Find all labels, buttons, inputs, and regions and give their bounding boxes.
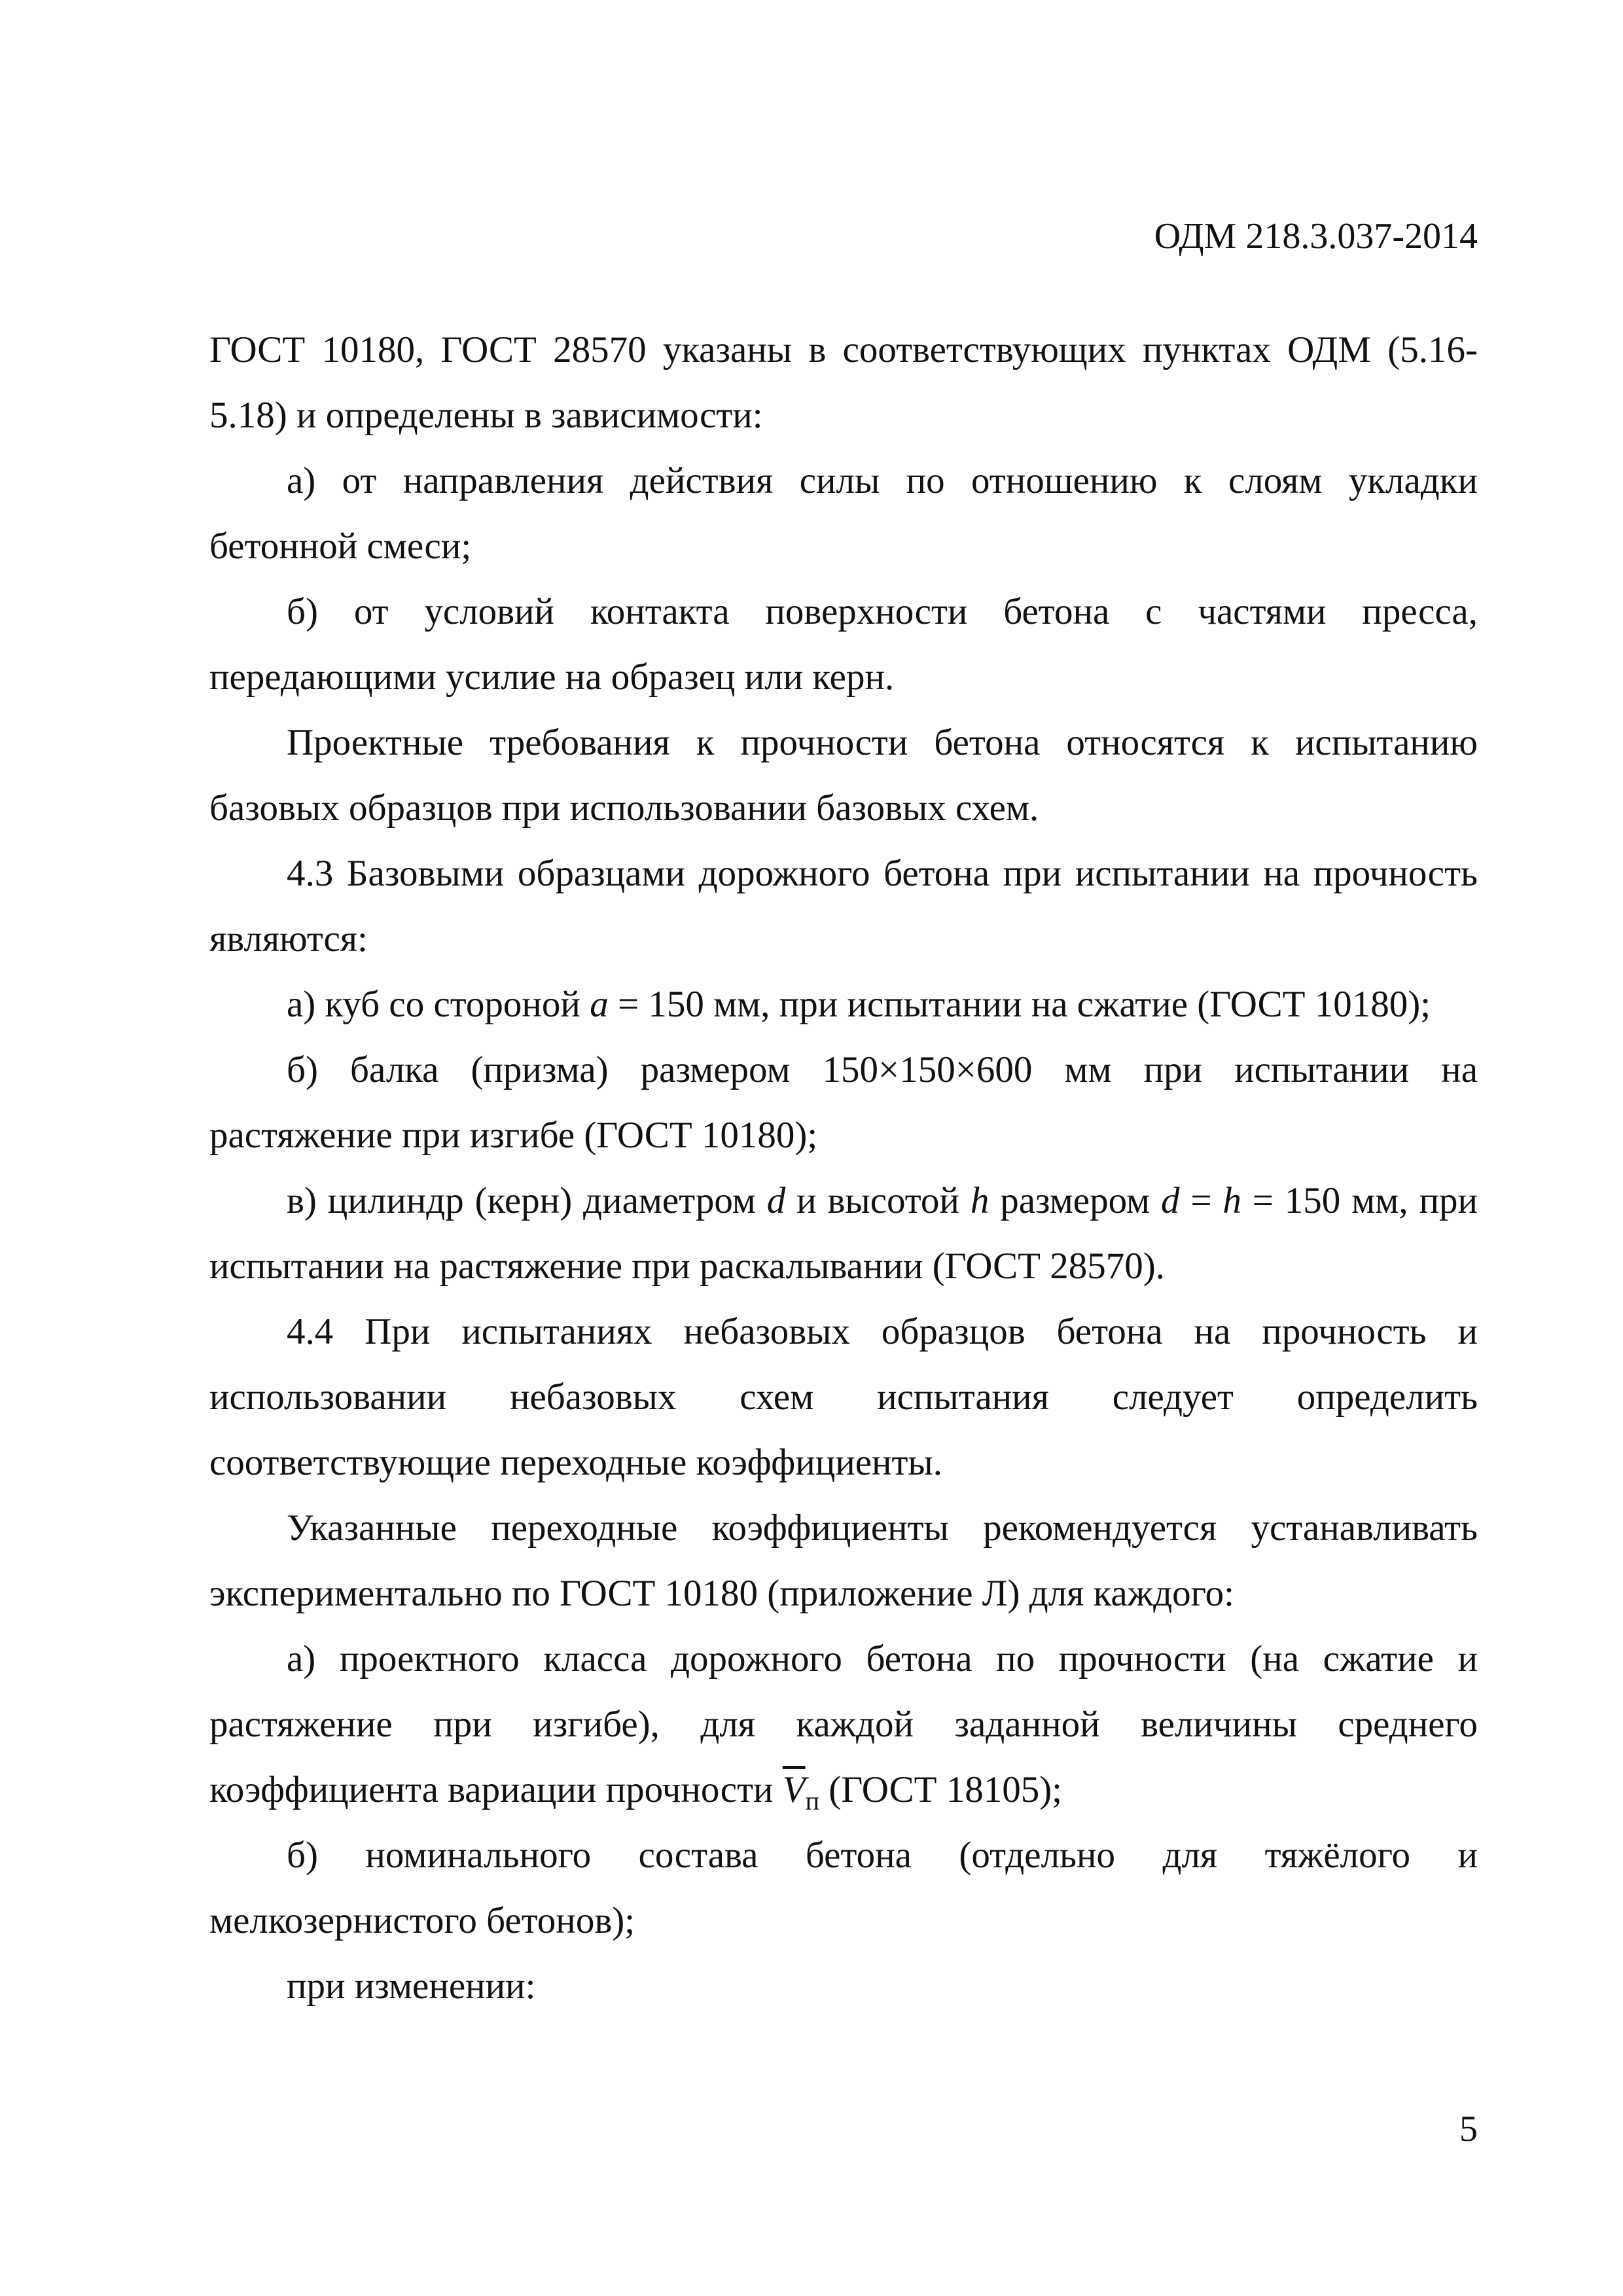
cylinder-text-3: размером (989, 1180, 1161, 1221)
list-item-a-design-class (209, 1626, 1478, 1823)
design-class-ref: (ГОСТ 18105); (819, 1769, 1063, 1810)
paragraph-4-3: 4.3 Базовыми образцами дорожного бетона при испытании на прочность являются: (209, 853, 1478, 960)
paragraph-4-4: 4.4 При испытаниях небазовых образцов бетона на прочность и использовании небазовых схем испытания следует определить соответствующие переходные коэффициенты. (209, 1311, 1478, 1483)
paragraph-when-changing: при изменении: (287, 1965, 536, 2007)
paragraph-design-requirements: Проектные требования к прочности бетона относятся к испытанию базовых образцов при использовании базовых схем. (209, 722, 1478, 829)
cube-text-end: = 150 мм, при испытании на сжатие (ГОСТ 10180); (608, 984, 1431, 1025)
list-item-a-force-direction: а) от направления действия силы по отношению к слоям укладки бетонной смеси; (209, 460, 1478, 567)
document-code-header: ОДМ 218.3.037-2014 (1154, 216, 1478, 257)
cylinder-text-4: = 150 мм, при испытании на растяжение при раскалывании (ГОСТ 28570). (209, 1180, 1478, 1287)
page-number: 5 (1459, 2109, 1478, 2149)
list-item-b-contact-conditions: б) от условий контакта поверхности бетона с частями пресса, передающими усилие на образец или керн. (209, 591, 1478, 698)
variable-d-2: d (1160, 1180, 1180, 1221)
variable-h-2: h (1222, 1180, 1241, 1221)
list-item-b-nominal-composition: б) номинального состава бетона (отдельно для тяжёлого и мелкозернистого бетонов); (209, 1835, 1478, 1941)
variable-d: d (766, 1180, 786, 1221)
list-item-v-cylinder (209, 1168, 1478, 1299)
list-item-b-beam: б) балка (призма) размером 150×150×600 мм при испытании на растяжение при изгибе (ГОСТ 10180); (209, 1049, 1478, 1156)
variable-h: h (970, 1180, 990, 1221)
cube-text-start: а) куб со стороной (287, 984, 590, 1025)
design-class-text: а) проектного класса дорожного бетона по прочности (на сжатие и растяжение при изгибе), для каждой заданной величины среднего коэффициента вариации прочности (209, 1638, 1478, 1810)
variable-v-bar: $\overline{V}$ (782, 1769, 806, 1810)
paragraph-intro: ГОСТ 10180, ГОСТ 28570 указаны в соответствующих пунктах ОДМ (5.16-5.18) и определены в зависимости: (209, 329, 1478, 436)
cylinder-text-1: в) цилиндр (керн) диаметром (287, 1180, 767, 1221)
cylinder-text-2: и высотой (785, 1180, 971, 1221)
cylinder-equals: = (1179, 1180, 1223, 1221)
variable-v-subscript: п (805, 1786, 819, 1816)
list-item-a-cube (209, 972, 1478, 1037)
paragraph-coefficients: Указанные переходные коэффициенты рекомендуется устанавливать экспериментально по ГОСТ 10180 (приложение Л) для каждого: (209, 1507, 1478, 1614)
document-body (209, 317, 1478, 2019)
variable-a: a (590, 984, 609, 1025)
